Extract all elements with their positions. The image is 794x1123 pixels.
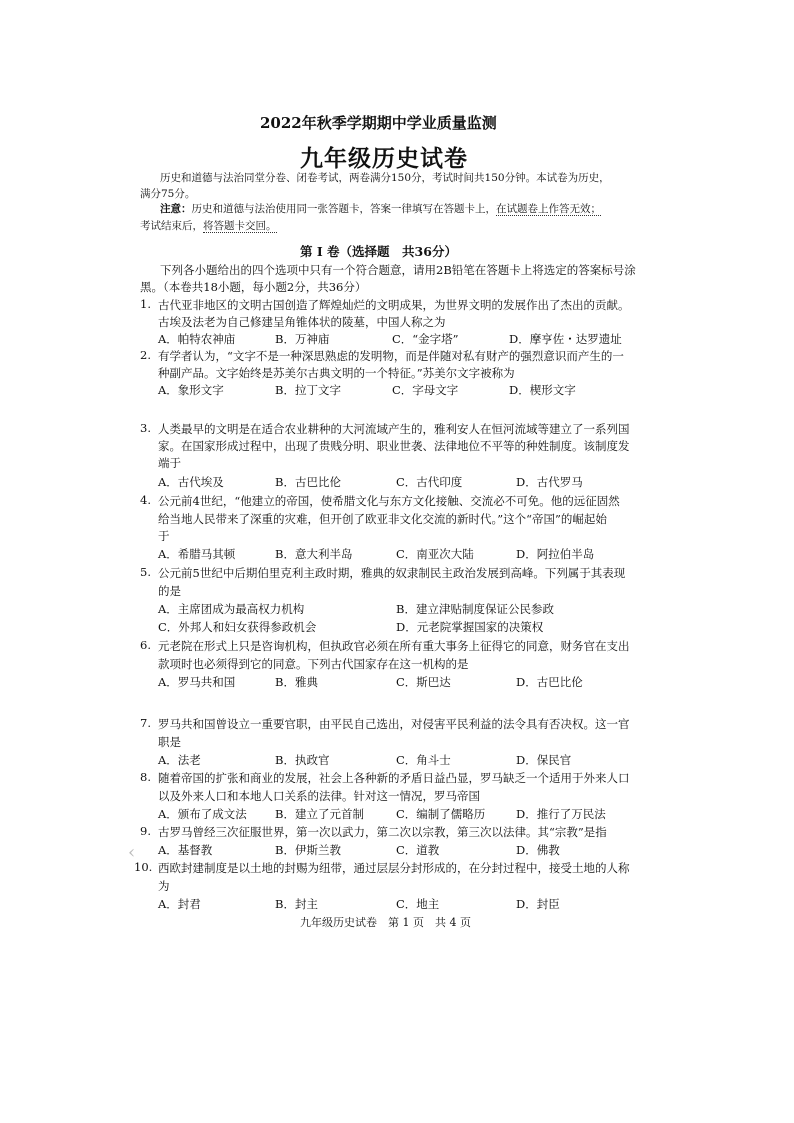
question-text-line: 古代亚非地区的文明古国创造了辉煌灿烂的文明成果，为世界文明的发展作出了杰出的贡献。 — [158, 298, 630, 312]
option-a: A．颁布了成文法 — [158, 807, 247, 821]
question-text-line: 随着帝国的扩张和商业的发展，社会上各种新的矛盾日益凸显，罗马缺乏一个适用于外来人口 — [158, 771, 630, 785]
attention-line-1 — [160, 201, 601, 216]
page-footer: 九年级历史试卷 第 1 页 共 4 页 — [300, 916, 471, 929]
option-a: A．象形文字 — [158, 383, 224, 397]
option-d: D．佛教 — [516, 843, 560, 857]
option-d: D．封臣 — [516, 897, 560, 911]
option-a: A．主席团成为最高权力机构 — [158, 602, 305, 616]
exam-title: 2022年秋季学期期中学业质量监测 — [260, 114, 497, 132]
option-b: B．执政官 — [275, 753, 330, 767]
option-c: C．南亚次大陆 — [396, 547, 474, 561]
attention-text: 历史和道德与法治使用同一张答题卡，答案一律填写在答题卡上， — [191, 203, 496, 215]
option-b: B．建立津贴制度保证公民参政 — [396, 602, 554, 616]
exam-note-line-2: 满分75分。 — [140, 188, 196, 200]
question-number: 5. — [140, 565, 151, 579]
option-d: D．古代罗马 — [516, 475, 583, 489]
question-text-line: 有学者认为，“文字不是一种深思熟虑的发明物，而是伴随对私有财产的强烈意识而产生的一 — [158, 349, 624, 363]
question-text-line: 以及外来人口和本地人口关系的法律。针对这一情况，罗马帝国 — [158, 789, 480, 803]
option-a: A．希腊马其顿 — [158, 547, 236, 561]
question-number: 2. — [140, 348, 151, 362]
option-c: C．编制了儒略历 — [396, 807, 486, 821]
section-instruction-1: 下列各小题给出的四个选项中只有一个符合题意，请用2B铅笔在答题卡上将选定的答案标号涂 — [160, 263, 636, 277]
question-text-line: 公元前5世纪中后期伯里克利主政时期，雅典的奴隶制民主政治发展到高峰。下列属于其表现 — [158, 566, 626, 580]
option-d: D．阿拉伯半岛 — [516, 547, 595, 561]
option-c: C．地主 — [396, 897, 440, 911]
question-text-line: 给当地人民带来了深重的灾难，但开创了欧亚非文化交流的新时代。”这个“帝国”的崛起始 — [158, 512, 607, 526]
option-a: A．法老 — [158, 753, 201, 767]
attention-dotted-text: 在试题卷上作答无效； — [496, 203, 601, 215]
question-text-line: 端于 — [158, 456, 181, 470]
question-text-line: 西欧封建制度是以土地的封赐为纽带，通过层层分封形成的，在分封过程中，接受土地的人称 — [158, 861, 630, 875]
question-number: 8. — [140, 770, 151, 784]
option-b: B．古巴比伦 — [275, 475, 341, 489]
question-text-line: 种副产品。文字始终是苏美尔古典文明的一个特征。”苏美尔文字被称为 — [158, 366, 515, 380]
section-instruction-2: 黑。（本卷共18小题，每小题2分，共36分） — [140, 280, 367, 294]
attention-line-2 — [140, 218, 277, 233]
question-number: 9. — [140, 824, 151, 838]
question-text-line: 古罗马曾经三次征服世界，第一次以武力，第二次以宗教，第三次以法律。其“宗教”是指 — [158, 825, 607, 839]
option-c: C．角斗士 — [396, 753, 451, 767]
option-b: B．万神庙 — [275, 332, 330, 346]
option-a: A．罗马共和国 — [158, 675, 236, 689]
question-text-line: 人类最早的文明是在适合农业耕种的大河流域产生的，雅利安人在恒河流域等建立了一系列国 — [158, 422, 630, 436]
question-text-line: 的是 — [158, 584, 181, 598]
question-text-line: 为 — [158, 879, 170, 893]
option-a: A．基督教 — [158, 843, 213, 857]
question-text-line: 于 — [158, 529, 170, 543]
question-text-line: 职是 — [158, 735, 181, 749]
chevron-left-icon[interactable]: ‹ — [128, 842, 136, 863]
section-title: 第 I 卷（选择题 共36分） — [300, 244, 457, 259]
question-number: 1. — [140, 297, 151, 311]
question-text-line: 公元前4世纪，“他建立的帝国，使希腊文化与东方文化接触、交流必不可免。他的远征固然 — [158, 494, 620, 508]
question-text-line: 元老院在形式上只是咨询机构，但执政官必须在所有重大事务上征得它的同意，财务官在支出 — [158, 639, 630, 653]
option-d: D．古巴比伦 — [516, 675, 583, 689]
option-b: B．拉丁文字 — [275, 383, 341, 397]
question-number: 7. — [140, 716, 151, 730]
option-d: D．楔形文字 — [509, 383, 576, 397]
question-number: 3. — [140, 421, 151, 435]
option-c: C．斯巴达 — [396, 675, 451, 689]
attention-text-2: 考试结束后， — [140, 220, 203, 232]
option-c: C．道教 — [396, 843, 440, 857]
paper-subtitle: 九年级历史试卷 — [300, 145, 468, 172]
option-b: B．伊斯兰教 — [275, 843, 341, 857]
question-number: 10. — [134, 860, 153, 874]
option-c: C．“金字塔” — [392, 332, 459, 346]
option-c: C．字母文字 — [392, 383, 459, 397]
exam-note-line-1: 历史和道德与法治同堂分卷、闭卷考试，两卷满分150分，考试时间共150分钟。本试卷为历史， — [160, 172, 610, 184]
attention-dotted-text-2: 将答题卡交回。 — [203, 220, 277, 232]
option-b: B．意大利半岛 — [275, 547, 353, 561]
option-b: B．建立了元首制 — [275, 807, 364, 821]
option-b: B．雅典 — [275, 675, 318, 689]
option-d: D．推行了万民法 — [516, 807, 606, 821]
question-text-line: 罗马共和国曾设立一重要官职，由平民自己选出，对侵害平民利益的法令具有否决权。这一官 — [158, 717, 630, 731]
question-number: 4. — [140, 493, 151, 507]
attention-label: 注意： — [160, 203, 192, 215]
option-b: B．封主 — [275, 897, 318, 911]
option-c: C．古代印度 — [396, 475, 463, 489]
option-a: A．古代埃及 — [158, 475, 224, 489]
option-a: A．封君 — [158, 897, 201, 911]
option-d: D．摩亨佐・达罗遗址 — [509, 332, 622, 346]
question-number: 6. — [140, 638, 151, 652]
option-d: D．元老院掌握国家的决策权 — [396, 620, 544, 634]
question-text-line: 家。在国家形成过程中，出现了贵贱分明、职业世袭、法律地位不平等的种姓制度。该制度发 — [158, 439, 630, 453]
option-a: A．帕特农神庙 — [158, 332, 236, 346]
option-c: C．外邦人和妇女获得参政机会 — [158, 620, 317, 634]
question-text-line: 古埃及法老为自己修建呈角锥体状的陵墓，中国人称之为 — [158, 315, 446, 329]
option-d: D．保民官 — [516, 753, 572, 767]
question-text-line: 款项时也必须得到它的同意。下列古代国家存在这一机构的是 — [158, 657, 469, 671]
